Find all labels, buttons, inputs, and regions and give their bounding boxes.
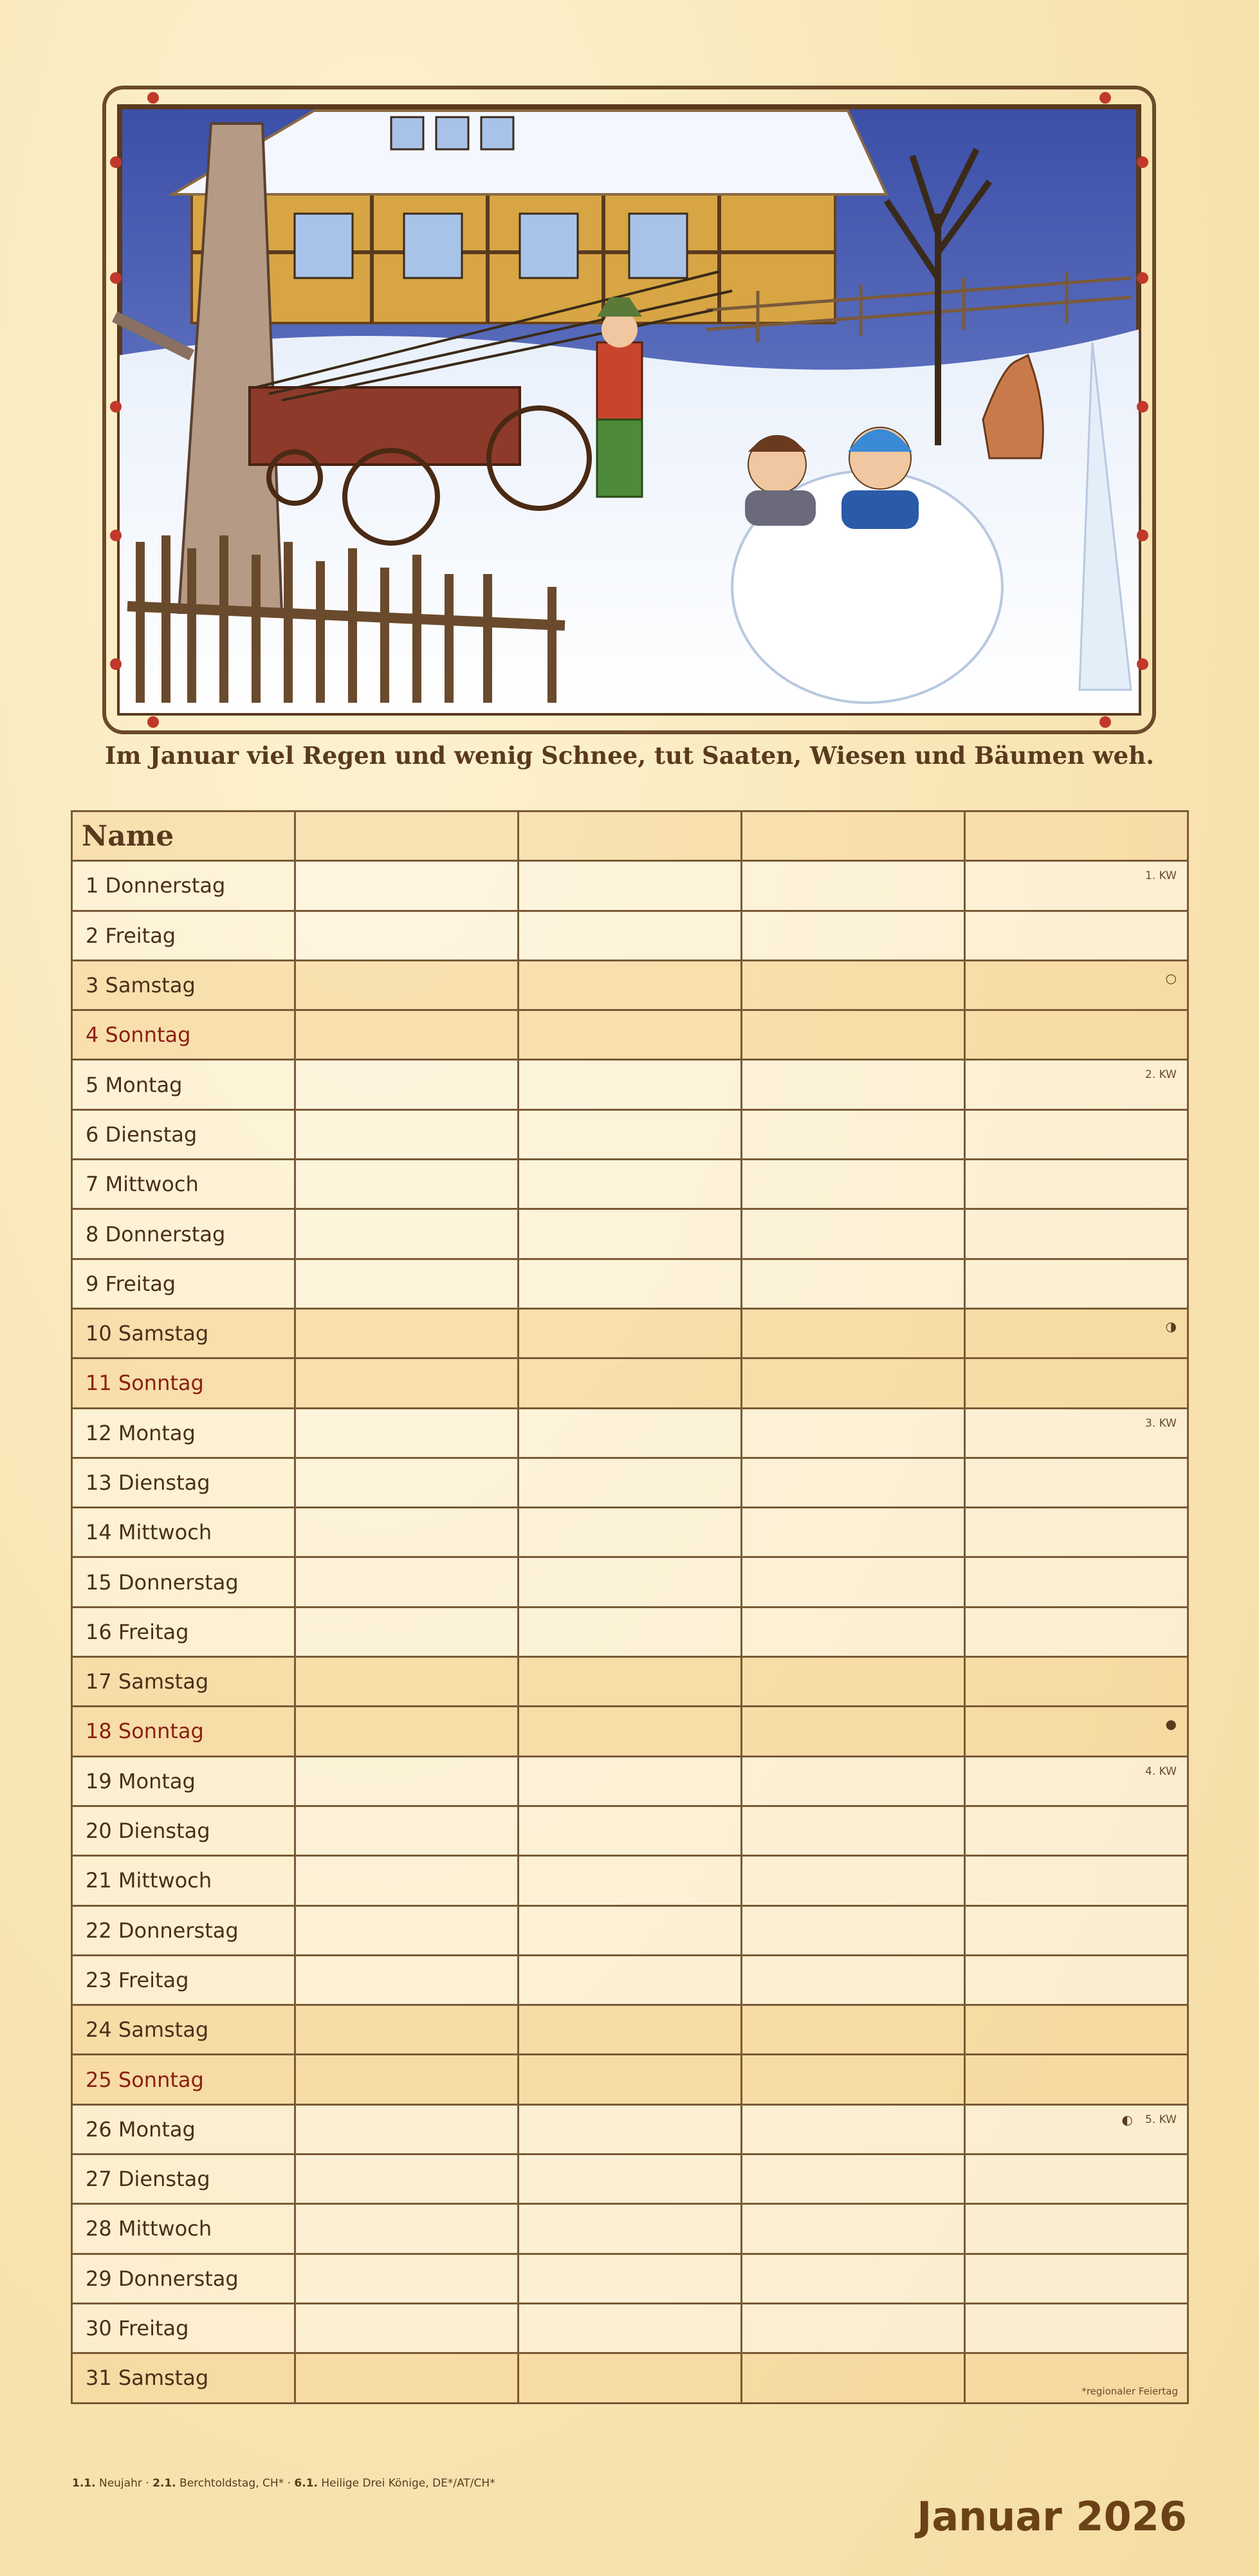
- entry-cell-person-1[interactable]: [295, 1707, 519, 1756]
- day-row: [72, 1955, 1188, 2005]
- name-header: Name: [72, 811, 295, 861]
- holiday-name: Heilige Drei Könige, DE*/AT/CH*: [321, 2477, 495, 2490]
- day-row: [72, 2254, 1188, 2303]
- entry-cell-person-4[interactable]: [965, 1209, 1188, 1259]
- entry-cell-person-3[interactable]: [742, 1060, 965, 1109]
- day-label: 2 Freitag: [72, 911, 295, 960]
- header-row: [72, 811, 1188, 861]
- entry-cell-person-4[interactable]: [965, 1955, 1188, 2005]
- entry-cell-person-2[interactable]: [519, 861, 742, 911]
- day-row: [72, 2204, 1188, 2254]
- entry-cell-person-3[interactable]: [742, 1707, 965, 1756]
- entry-cell-person-2[interactable]: [519, 1458, 742, 1507]
- holiday-date: 2.1.: [152, 2477, 176, 2490]
- entry-cell-person-3[interactable]: [742, 911, 965, 960]
- entry-cell-person-1[interactable]: [295, 1408, 519, 1458]
- day-label: 11 Sonntag: [72, 1358, 295, 1408]
- holiday-list: [72, 2477, 495, 2490]
- day-label: 23 Freitag: [72, 1955, 295, 2005]
- entry-cell-person-2[interactable]: [519, 1955, 742, 2005]
- entry-cell-person-4[interactable]: [965, 2104, 1188, 2154]
- day-row: [72, 1756, 1188, 1806]
- entry-cell-person-4[interactable]: [965, 2254, 1188, 2303]
- proverb-caption: Im Januar viel Regen und wenig Schnee, tut Saaten, Wiesen und Bäumen weh.: [105, 741, 1154, 770]
- entry-cell-person-1[interactable]: [295, 1010, 519, 1060]
- day-label: 5 Montag: [72, 1060, 295, 1109]
- entry-cell-person-4[interactable]: [965, 1109, 1188, 1159]
- day-row: [72, 2154, 1188, 2204]
- entry-cell-person-4[interactable]: [965, 960, 1188, 1010]
- entry-cell-person-2[interactable]: [519, 2055, 742, 2104]
- day-label: 17 Samstag: [72, 1657, 295, 1707]
- entry-cell-person-4[interactable]: [965, 1905, 1188, 1955]
- entry-cell-person-1[interactable]: [295, 1955, 519, 2005]
- day-row: [72, 2303, 1188, 2353]
- entry-cell-person-3[interactable]: [742, 1508, 965, 1557]
- entry-cell-person-2[interactable]: [519, 911, 742, 960]
- entry-cell-person-3[interactable]: [742, 960, 965, 1010]
- entry-cell-person-1[interactable]: [295, 2303, 519, 2353]
- entry-cell-person-4[interactable]: [965, 1408, 1188, 1458]
- entry-cell-person-3[interactable]: [742, 1408, 965, 1458]
- day-row: [72, 911, 1188, 960]
- entry-cell-person-4[interactable]: [965, 1856, 1188, 1905]
- entry-cell-person-3[interactable]: [742, 2055, 965, 2104]
- day-row: [72, 1707, 1188, 1756]
- entry-cell-person-2[interactable]: [519, 1905, 742, 1955]
- entry-cell-person-1[interactable]: [295, 2154, 519, 2204]
- calendar-week-label: 3. KW: [1145, 1416, 1177, 1430]
- day-label: 8 Donnerstag: [72, 1209, 295, 1259]
- entry-cell-person-3[interactable]: [742, 1259, 965, 1308]
- day-row: [72, 1109, 1188, 1159]
- entry-cell-person-4[interactable]: [965, 1060, 1188, 1109]
- day-row: [72, 2104, 1188, 2154]
- day-label: 16 Freitag: [72, 1607, 295, 1656]
- entry-cell-person-4[interactable]: [965, 2353, 1188, 2403]
- entry-cell-person-2[interactable]: [519, 2104, 742, 2154]
- day-label: 4 Sonntag: [72, 1010, 295, 1060]
- holiday-name: Berchtoldstag, CH*: [179, 2477, 284, 2490]
- entry-cell-person-3[interactable]: [742, 1557, 965, 1607]
- entry-cell-person-1[interactable]: [295, 1508, 519, 1557]
- entry-cell-person-3[interactable]: [742, 1905, 965, 1955]
- entry-cell-person-3[interactable]: [742, 2254, 965, 2303]
- person-column-1-header[interactable]: [295, 811, 519, 861]
- entry-cell-person-2[interactable]: [519, 1060, 742, 1109]
- entry-cell-person-4[interactable]: [965, 1160, 1188, 1209]
- entry-cell-person-3[interactable]: [742, 2104, 965, 2154]
- regional-holiday-footnote: *regionaler Feiertag: [1081, 2385, 1178, 2397]
- entry-cell-person-1[interactable]: [295, 2104, 519, 2154]
- entry-cell-person-3[interactable]: [742, 2353, 965, 2403]
- entry-cell-person-3[interactable]: [742, 1010, 965, 1060]
- day-row: [72, 1060, 1188, 1109]
- entry-cell-person-3[interactable]: [742, 1209, 965, 1259]
- entry-cell-person-1[interactable]: [295, 2353, 519, 2403]
- entry-cell-person-3[interactable]: [742, 861, 965, 911]
- entry-cell-person-4[interactable]: [965, 861, 1188, 911]
- entry-cell-person-4[interactable]: [965, 2303, 1188, 2353]
- entry-cell-person-3[interactable]: [742, 1806, 965, 1855]
- day-label: 12 Montag: [72, 1408, 295, 1458]
- person-column-2-header[interactable]: [519, 811, 742, 861]
- calendar-week-label: 1. KW: [1145, 869, 1177, 883]
- day-label: 30 Freitag: [72, 2303, 295, 2353]
- moon-phase-icon: ○: [1165, 970, 1177, 986]
- entry-cell-person-1[interactable]: [295, 2204, 519, 2254]
- day-row: [72, 1856, 1188, 1905]
- day-label: 7 Mittwoch: [72, 1160, 295, 1209]
- day-row: [72, 1259, 1188, 1308]
- day-row: [72, 1358, 1188, 1408]
- entry-cell-person-1[interactable]: [295, 1607, 519, 1656]
- moon-phase-icon: ●: [1165, 1716, 1177, 1732]
- entry-cell-person-4[interactable]: [965, 1657, 1188, 1707]
- entry-cell-person-4[interactable]: [965, 1308, 1188, 1358]
- day-row: [72, 2353, 1188, 2403]
- holiday-date: 1.1.: [72, 2477, 96, 2490]
- day-label: 1 Donnerstag: [72, 861, 295, 911]
- entry-cell-person-1[interactable]: [295, 1806, 519, 1855]
- entry-cell-person-1[interactable]: [295, 911, 519, 960]
- moon-phase-icon: ◑: [1165, 1318, 1177, 1334]
- entry-cell-person-4[interactable]: [965, 1557, 1188, 1607]
- holiday-date: 6.1.: [294, 2477, 318, 2490]
- entry-cell-person-1[interactable]: [295, 1358, 519, 1408]
- day-row: [72, 1408, 1188, 1458]
- winter-illustration: [102, 85, 1157, 735]
- holiday-separator: ·: [284, 2477, 295, 2490]
- day-label: 29 Donnerstag: [72, 2254, 295, 2303]
- entry-cell-person-2[interactable]: [519, 1657, 742, 1707]
- day-label: 25 Sonntag: [72, 2055, 295, 2104]
- day-label: 13 Dienstag: [72, 1458, 295, 1507]
- entry-cell-person-1[interactable]: [295, 1905, 519, 1955]
- entry-cell-person-4[interactable]: [965, 2154, 1188, 2204]
- month-title: Januar 2026: [917, 2493, 1187, 2540]
- calendar-week-label: 4. KW: [1145, 1765, 1177, 1778]
- entry-cell-person-3[interactable]: [742, 1308, 965, 1358]
- day-row: [72, 1010, 1188, 1060]
- entry-cell-person-1[interactable]: [295, 1458, 519, 1507]
- entry-cell-person-2[interactable]: [519, 960, 742, 1010]
- entry-cell-person-3[interactable]: [742, 1856, 965, 1905]
- entry-cell-person-1[interactable]: [295, 1259, 519, 1308]
- entry-cell-person-3[interactable]: [742, 2204, 965, 2254]
- day-label: 24 Samstag: [72, 2005, 295, 2055]
- entry-cell-person-1[interactable]: [295, 1160, 519, 1209]
- day-label: 27 Dienstag: [72, 2154, 295, 2204]
- day-row: [72, 1308, 1188, 1358]
- entry-cell-person-3[interactable]: [742, 1657, 965, 1707]
- day-row: [72, 1458, 1188, 1507]
- entry-cell-person-1[interactable]: [295, 1109, 519, 1159]
- entry-cell-person-4[interactable]: [965, 1607, 1188, 1656]
- entry-cell-person-2[interactable]: [519, 1010, 742, 1060]
- person-column-3-header[interactable]: [742, 811, 965, 861]
- entry-cell-person-2[interactable]: [519, 2154, 742, 2204]
- family-planner-grid: [71, 810, 1189, 2404]
- entry-cell-person-2[interactable]: [519, 1856, 742, 1905]
- calendar-week-label: 5. KW: [1145, 2113, 1177, 2126]
- day-row: [72, 1607, 1188, 1656]
- entry-cell-person-4[interactable]: [965, 1458, 1188, 1507]
- entry-cell-person-1[interactable]: [295, 1209, 519, 1259]
- entry-cell-person-2[interactable]: [519, 1259, 742, 1308]
- entry-cell-person-2[interactable]: [519, 1607, 742, 1656]
- day-row: [72, 1657, 1188, 1707]
- entry-cell-person-2[interactable]: [519, 1707, 742, 1756]
- entry-cell-person-2[interactable]: [519, 1408, 742, 1458]
- day-row: [72, 861, 1188, 911]
- day-label: 6 Dienstag: [72, 1109, 295, 1159]
- entry-cell-person-1[interactable]: [295, 2005, 519, 2055]
- entry-cell-person-2[interactable]: [519, 1209, 742, 1259]
- person-column-4-header[interactable]: [965, 811, 1188, 861]
- entry-cell-person-4[interactable]: [965, 1259, 1188, 1308]
- day-label: 19 Montag: [72, 1756, 295, 1806]
- day-row: [72, 2055, 1188, 2104]
- entry-cell-person-4[interactable]: [965, 1508, 1188, 1557]
- day-row: [72, 1806, 1188, 1855]
- entry-cell-person-2[interactable]: [519, 1508, 742, 1557]
- entry-cell-person-2[interactable]: [519, 1756, 742, 1806]
- day-label: 20 Dienstag: [72, 1806, 295, 1855]
- entry-cell-person-2[interactable]: [519, 2204, 742, 2254]
- day-label: 14 Mittwoch: [72, 1508, 295, 1557]
- entry-cell-person-4[interactable]: [965, 2055, 1188, 2104]
- entry-cell-person-2[interactable]: [519, 1358, 742, 1408]
- calendar-week-label: 2. KW: [1145, 1068, 1177, 1082]
- day-label: 10 Samstag: [72, 1308, 295, 1358]
- entry-cell-person-4[interactable]: [965, 2204, 1188, 2254]
- day-row: [72, 2005, 1188, 2055]
- entry-cell-person-2[interactable]: [519, 2254, 742, 2303]
- entry-cell-person-2[interactable]: [519, 1160, 742, 1209]
- day-row: [72, 1160, 1188, 1209]
- entry-cell-person-4[interactable]: [965, 1010, 1188, 1060]
- holiday-name: Neujahr: [98, 2477, 142, 2490]
- entry-cell-person-4[interactable]: [965, 1806, 1188, 1855]
- entry-cell-person-1[interactable]: [295, 1557, 519, 1607]
- entry-cell-person-1[interactable]: [295, 1756, 519, 1806]
- entry-cell-person-4[interactable]: [965, 911, 1188, 960]
- entry-cell-person-2[interactable]: [519, 1806, 742, 1855]
- day-row: [72, 960, 1188, 1010]
- entry-cell-person-2[interactable]: [519, 2005, 742, 2055]
- entry-cell-person-3[interactable]: [742, 1109, 965, 1159]
- entry-cell-person-4[interactable]: [965, 1756, 1188, 1806]
- entry-cell-person-3[interactable]: [742, 1160, 965, 1209]
- entry-cell-person-1[interactable]: [295, 861, 519, 911]
- entry-cell-person-1[interactable]: [295, 1060, 519, 1109]
- entry-cell-person-4[interactable]: [965, 1707, 1188, 1756]
- day-row: [72, 1557, 1188, 1607]
- day-label: 18 Sonntag: [72, 1707, 295, 1756]
- moon-phase-icon: ◐: [1121, 2111, 1133, 2127]
- day-label: 3 Samstag: [72, 960, 295, 1010]
- day-label: 21 Mittwoch: [72, 1856, 295, 1905]
- day-label: 15 Donnerstag: [72, 1557, 295, 1607]
- entry-cell-person-1[interactable]: [295, 960, 519, 1010]
- entry-cell-person-2[interactable]: [519, 2303, 742, 2353]
- holiday-separator: ·: [142, 2477, 153, 2490]
- entry-cell-person-3[interactable]: [742, 2303, 965, 2353]
- entry-cell-person-3[interactable]: [742, 1756, 965, 1806]
- entry-cell-person-1[interactable]: [295, 1308, 519, 1358]
- entry-cell-person-1[interactable]: [295, 2254, 519, 2303]
- entry-cell-person-2[interactable]: [519, 1557, 742, 1607]
- day-label: 22 Donnerstag: [72, 1905, 295, 1955]
- day-rows: [72, 861, 1188, 2403]
- entry-cell-person-2[interactable]: [519, 2353, 742, 2403]
- entry-cell-person-3[interactable]: [742, 1607, 965, 1656]
- entry-cell-person-2[interactable]: [519, 1308, 742, 1358]
- entry-cell-person-3[interactable]: [742, 2005, 965, 2055]
- entry-cell-person-3[interactable]: [742, 2154, 965, 2204]
- entry-cell-person-4[interactable]: [965, 1358, 1188, 1408]
- day-row: [72, 1508, 1188, 1557]
- entry-cell-person-3[interactable]: [742, 1458, 965, 1507]
- day-label: 31 Samstag: [72, 2353, 295, 2403]
- entry-cell-person-1[interactable]: [295, 2055, 519, 2104]
- day-row: [72, 1209, 1188, 1259]
- entry-cell-person-3[interactable]: [742, 1358, 965, 1408]
- entry-cell-person-2[interactable]: [519, 1109, 742, 1159]
- entry-cell-person-1[interactable]: [295, 1856, 519, 1905]
- day-label: 28 Mittwoch: [72, 2204, 295, 2254]
- entry-cell-person-1[interactable]: [295, 1657, 519, 1707]
- day-label: 26 Montag: [72, 2104, 295, 2154]
- day-row: [72, 1905, 1188, 1955]
- entry-cell-person-3[interactable]: [742, 1955, 965, 2005]
- entry-cell-person-4[interactable]: [965, 2005, 1188, 2055]
- day-label: 9 Freitag: [72, 1259, 295, 1308]
